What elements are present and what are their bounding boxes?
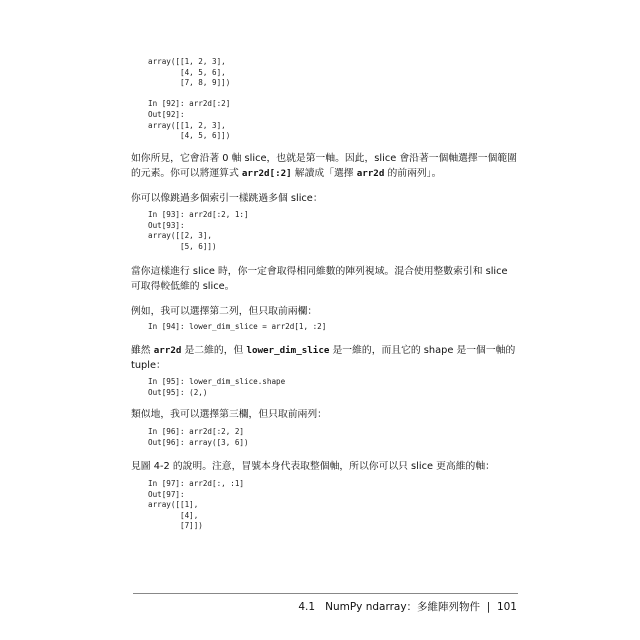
paragraph-mixing-indexes-line1: 當你這樣進行 slice 時，你一定會取得相同維數的陣列視域。混合使用整數索引和 slice (131, 266, 508, 277)
inline-code: arr2d (153, 345, 182, 356)
text-segment: 解讀成「選擇 (291, 168, 357, 179)
paragraph-lower-dim-line2: tuple： (131, 360, 166, 371)
paragraph-select-third-column: 類似地，我可以選擇第三欄，但只取前兩列： (131, 409, 327, 420)
code-block-in97: In [97]: arr2d[:, :1] Out[97]: array([[1], [4], [7]]) (148, 479, 245, 531)
inline-code: arr2d[:2] (241, 168, 292, 179)
footer-divider (133, 593, 518, 594)
code-block-in95: In [95]: lower_dim_slice.shape Out[95]: (2,) (148, 377, 286, 397)
paragraph-lower-dim-line1 (131, 343, 515, 359)
paragraph-slice-axis-line2 (131, 166, 441, 182)
code-block-arr2d-slice: array([[1, 2, 3], [4, 5, 6], [7, 8, 9]]) In [92]: arr2d[:2] Out[92]: array([[1, 2, 3], [4, 5, 6]]) (148, 57, 231, 141)
inline-code: lower_dim_slice (246, 345, 330, 356)
text-segment: 是二維的，但 (181, 345, 247, 356)
text-segment: 的元素。你可以將運算式 (131, 168, 242, 179)
page-footer: 4.1 NumPy ndarray：多維陣列物件 | 101 (298, 601, 517, 613)
code-block-in96: In [96]: arr2d[:2, 2] Out[96]: array([3, 6]) (148, 427, 249, 447)
paragraph-mixing-indexes-line2: 可取得較低維的 slice。 (131, 281, 235, 292)
code-block-in94: In [94]: lower_dim_slice = arr2d[1, :2] (148, 322, 327, 331)
inline-code: arr2d (356, 168, 385, 179)
text-segment: 雖然 (131, 345, 154, 356)
text-segment: 的前兩列」。 (384, 168, 442, 179)
text-segment: 是一維的，而且它的 shape 是一個一軸的 (329, 345, 516, 356)
paragraph-slice-axis-line1: 如你所見，它會沿著 0 軸 slice，也就是第一軸。因此，slice 會沿著一個軸選擇一個範圍 (131, 153, 517, 164)
paragraph-select-second-row: 例如，我可以選擇第二列，但只取前兩欄： (131, 306, 318, 317)
paragraph-figure-reference: 見圖 4-2 的說明。注意，冒號本身代表取整個軸，所以你可以只 slice 更高維的軸： (131, 461, 495, 472)
paragraph-multiple-slices: 你可以像跳過多個索引一樣跳過多個 slice： (131, 193, 323, 204)
code-block-in93: In [93]: arr2d[:2, 1:] Out[93]: array([[2, 3], [5, 6]]) (148, 210, 249, 251)
